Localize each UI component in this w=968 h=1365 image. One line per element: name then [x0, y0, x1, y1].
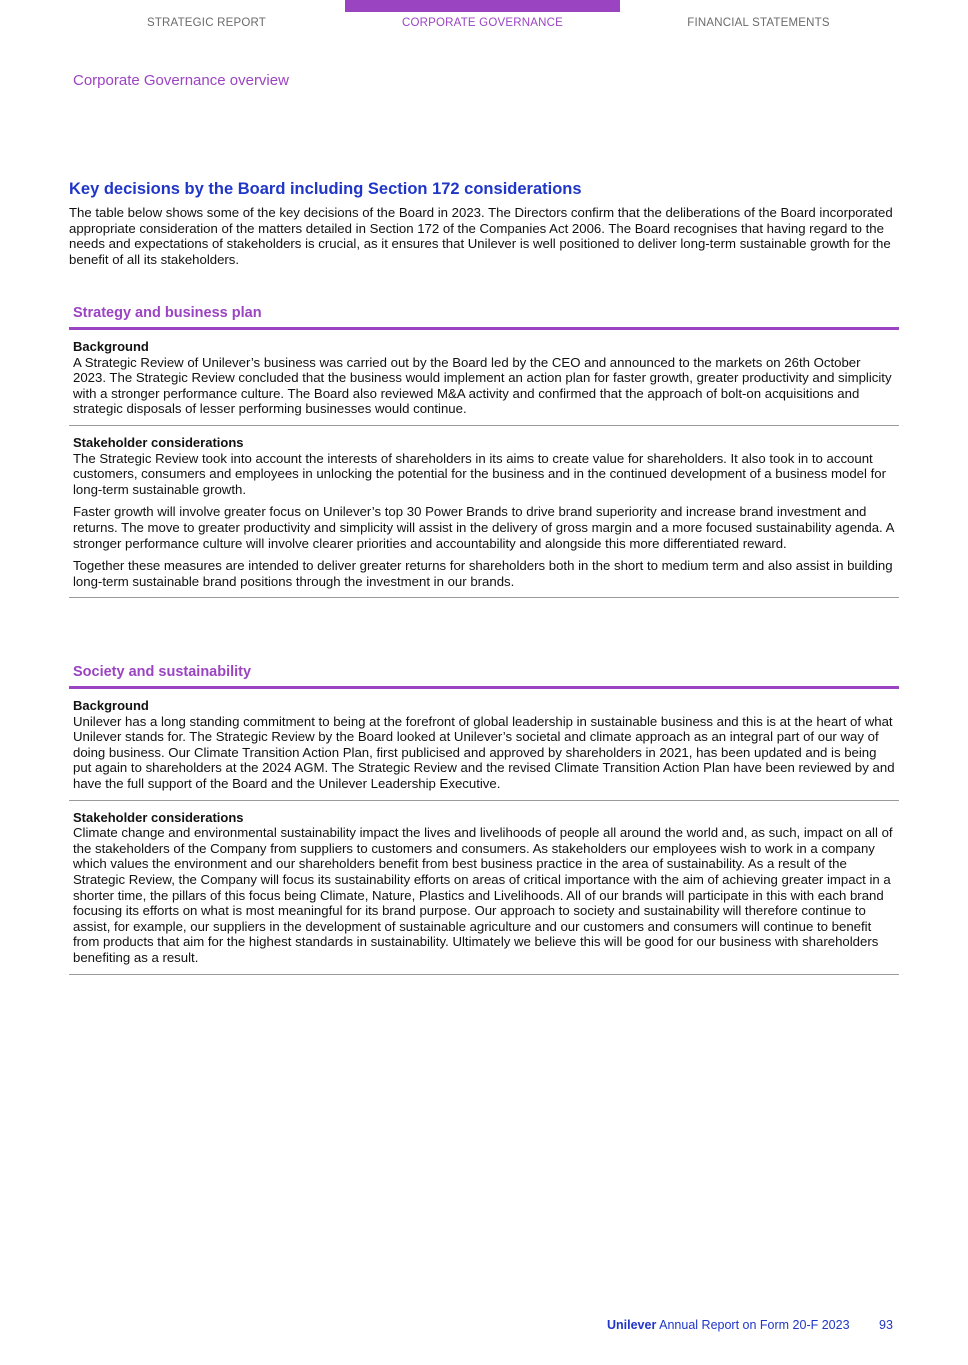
subsection-title: Stakeholder considerations: [73, 434, 244, 450]
top-navigation: [0, 0, 968, 40]
stakeholder-section: [69, 426, 899, 597]
subsection-title: Background: [73, 698, 149, 713]
block-end-divider: [69, 974, 899, 975]
footer-report-title: Annual Report on Form 20-F 2023: [659, 1318, 850, 1332]
intro-paragraph: The table below shows some of the key decisions of the Board in 2023. The Directors confirm that the deliberations of the Board incorporated appropriate consideration of the matters detailed in Section 172 of the Companies Act 2006. The Board recognises that having regard to the needs and expectations of stakeholders is crucial, as it ensures that Unilever is well positioned to deliver long-term sustainable growth for the benefit of all its stakeholders.: [69, 205, 893, 267]
nav-tab-financial-statements[interactable]: FINANCIAL STATEMENTS: [687, 17, 830, 29]
background-section: [69, 330, 899, 425]
paragraph: Climate change and environmental sustainability impact the lives and livelihoods of people all around the world and, as such, impact on all of the stakeholders of the Company from suppliers to customers and consumers. As stakeholders our employees wish to work in a company which values the environment and our shareholders benefit from best business practice in the area of sustainability. As a result of the Strategic Review, the Company will focus its sustainability efforts on areas of critical importance with the aim of achieving greater impact in a shorter time, the pillars of this focus being Climate, Nature, Plastics and Livelihoods. All of our brands will participate in this with each brand focusing its efforts on what is most meaningful for its brand purpose. Our approach to society and sustainability will therefore continue to assist, for example, our suppliers in the development of sustainable agriculture and our customers and consumers will continue to benefit from products that aim for the highest standards in sustainability. Ultimately we believe this will be good for our business with shareholders benefiting as a result.: [73, 825, 893, 965]
stakeholder-section: [69, 801, 899, 974]
decision-block-society: [69, 664, 899, 975]
decision-block-strategy: [69, 305, 899, 598]
paragraph: The Strategic Review took into account the interests of shareholders in its aims to create value for shareholders. It also took in to account customers, consumers and employees in unlocking the potential for the business and in the continued development of a business model for long-term sustainable growth.: [73, 450, 886, 497]
section-label: Corporate Governance overview: [73, 72, 289, 89]
paragraph: Faster growth will involve greater focus on Unilever’s top 30 Power Brands to drive brand superiority and increase brand investment and returns. The move to greater productivity and simplicity will assist in the delivery of gross margin and a more focused sustainability agenda. A stronger performance culture will involve clearer priorities and accountability and alongside this more differentiated reward.: [73, 504, 894, 551]
page-footer: [607, 1318, 893, 1332]
footer-brand: Unilever: [607, 1318, 657, 1332]
page-title: Key decisions by the Board including Section 172 considerations: [69, 180, 582, 198]
subsection-title: Background: [73, 339, 149, 354]
page-number: 93: [879, 1318, 893, 1332]
nav-tab-corporate-governance[interactable]: CORPORATE GOVERNANCE: [402, 17, 563, 29]
paragraph: Unilever has a long standing commitment to being at the forefront of global leadership in sustainable business and this is at the heart of what Unilever stands for. The Strategic Review by the Board looked at Unilever’s societal and climate approach as an integral part of our way of doing business. Our Climate Transition Action Plan, first publicised and approved by shareholders in 2021, has been updated and is being put again to shareholders at the 2024 AGM. The Strategic Review and the revised Climate Transition Action Plan have been reviewed by and have the full support of the Board and the Unilever Leadership Executive.: [73, 713, 895, 791]
paragraph: Together these measures are intended to deliver greater returns for shareholders both in the short to medium term and also assist in building long-term sustainable brand positions through the investment in our brands.: [73, 558, 893, 589]
nav-tab-strategic-report[interactable]: STRATEGIC REPORT: [146, 17, 267, 29]
block-end-divider: [69, 597, 899, 598]
block-heading: Strategy and business plan: [73, 305, 262, 321]
nav-active-indicator: [345, 0, 620, 12]
subsection-title: Stakeholder considerations: [73, 809, 244, 825]
block-heading: Society and sustainability: [73, 664, 252, 680]
background-section: [69, 689, 899, 800]
paragraph: A Strategic Review of Unilever’s business was carried out by the Board led by the CEO and announced to the markets on 26th October 2023. The Strategic Review concluded that the business would implement an action plan for faster growth, greater productivity and simplicity with a stronger performance culture. The Board also reviewed M&A activity and confirmed that the approach of bolt-on acquisitions and strategic disposals of lesser performing businesses would continue.: [73, 354, 892, 417]
